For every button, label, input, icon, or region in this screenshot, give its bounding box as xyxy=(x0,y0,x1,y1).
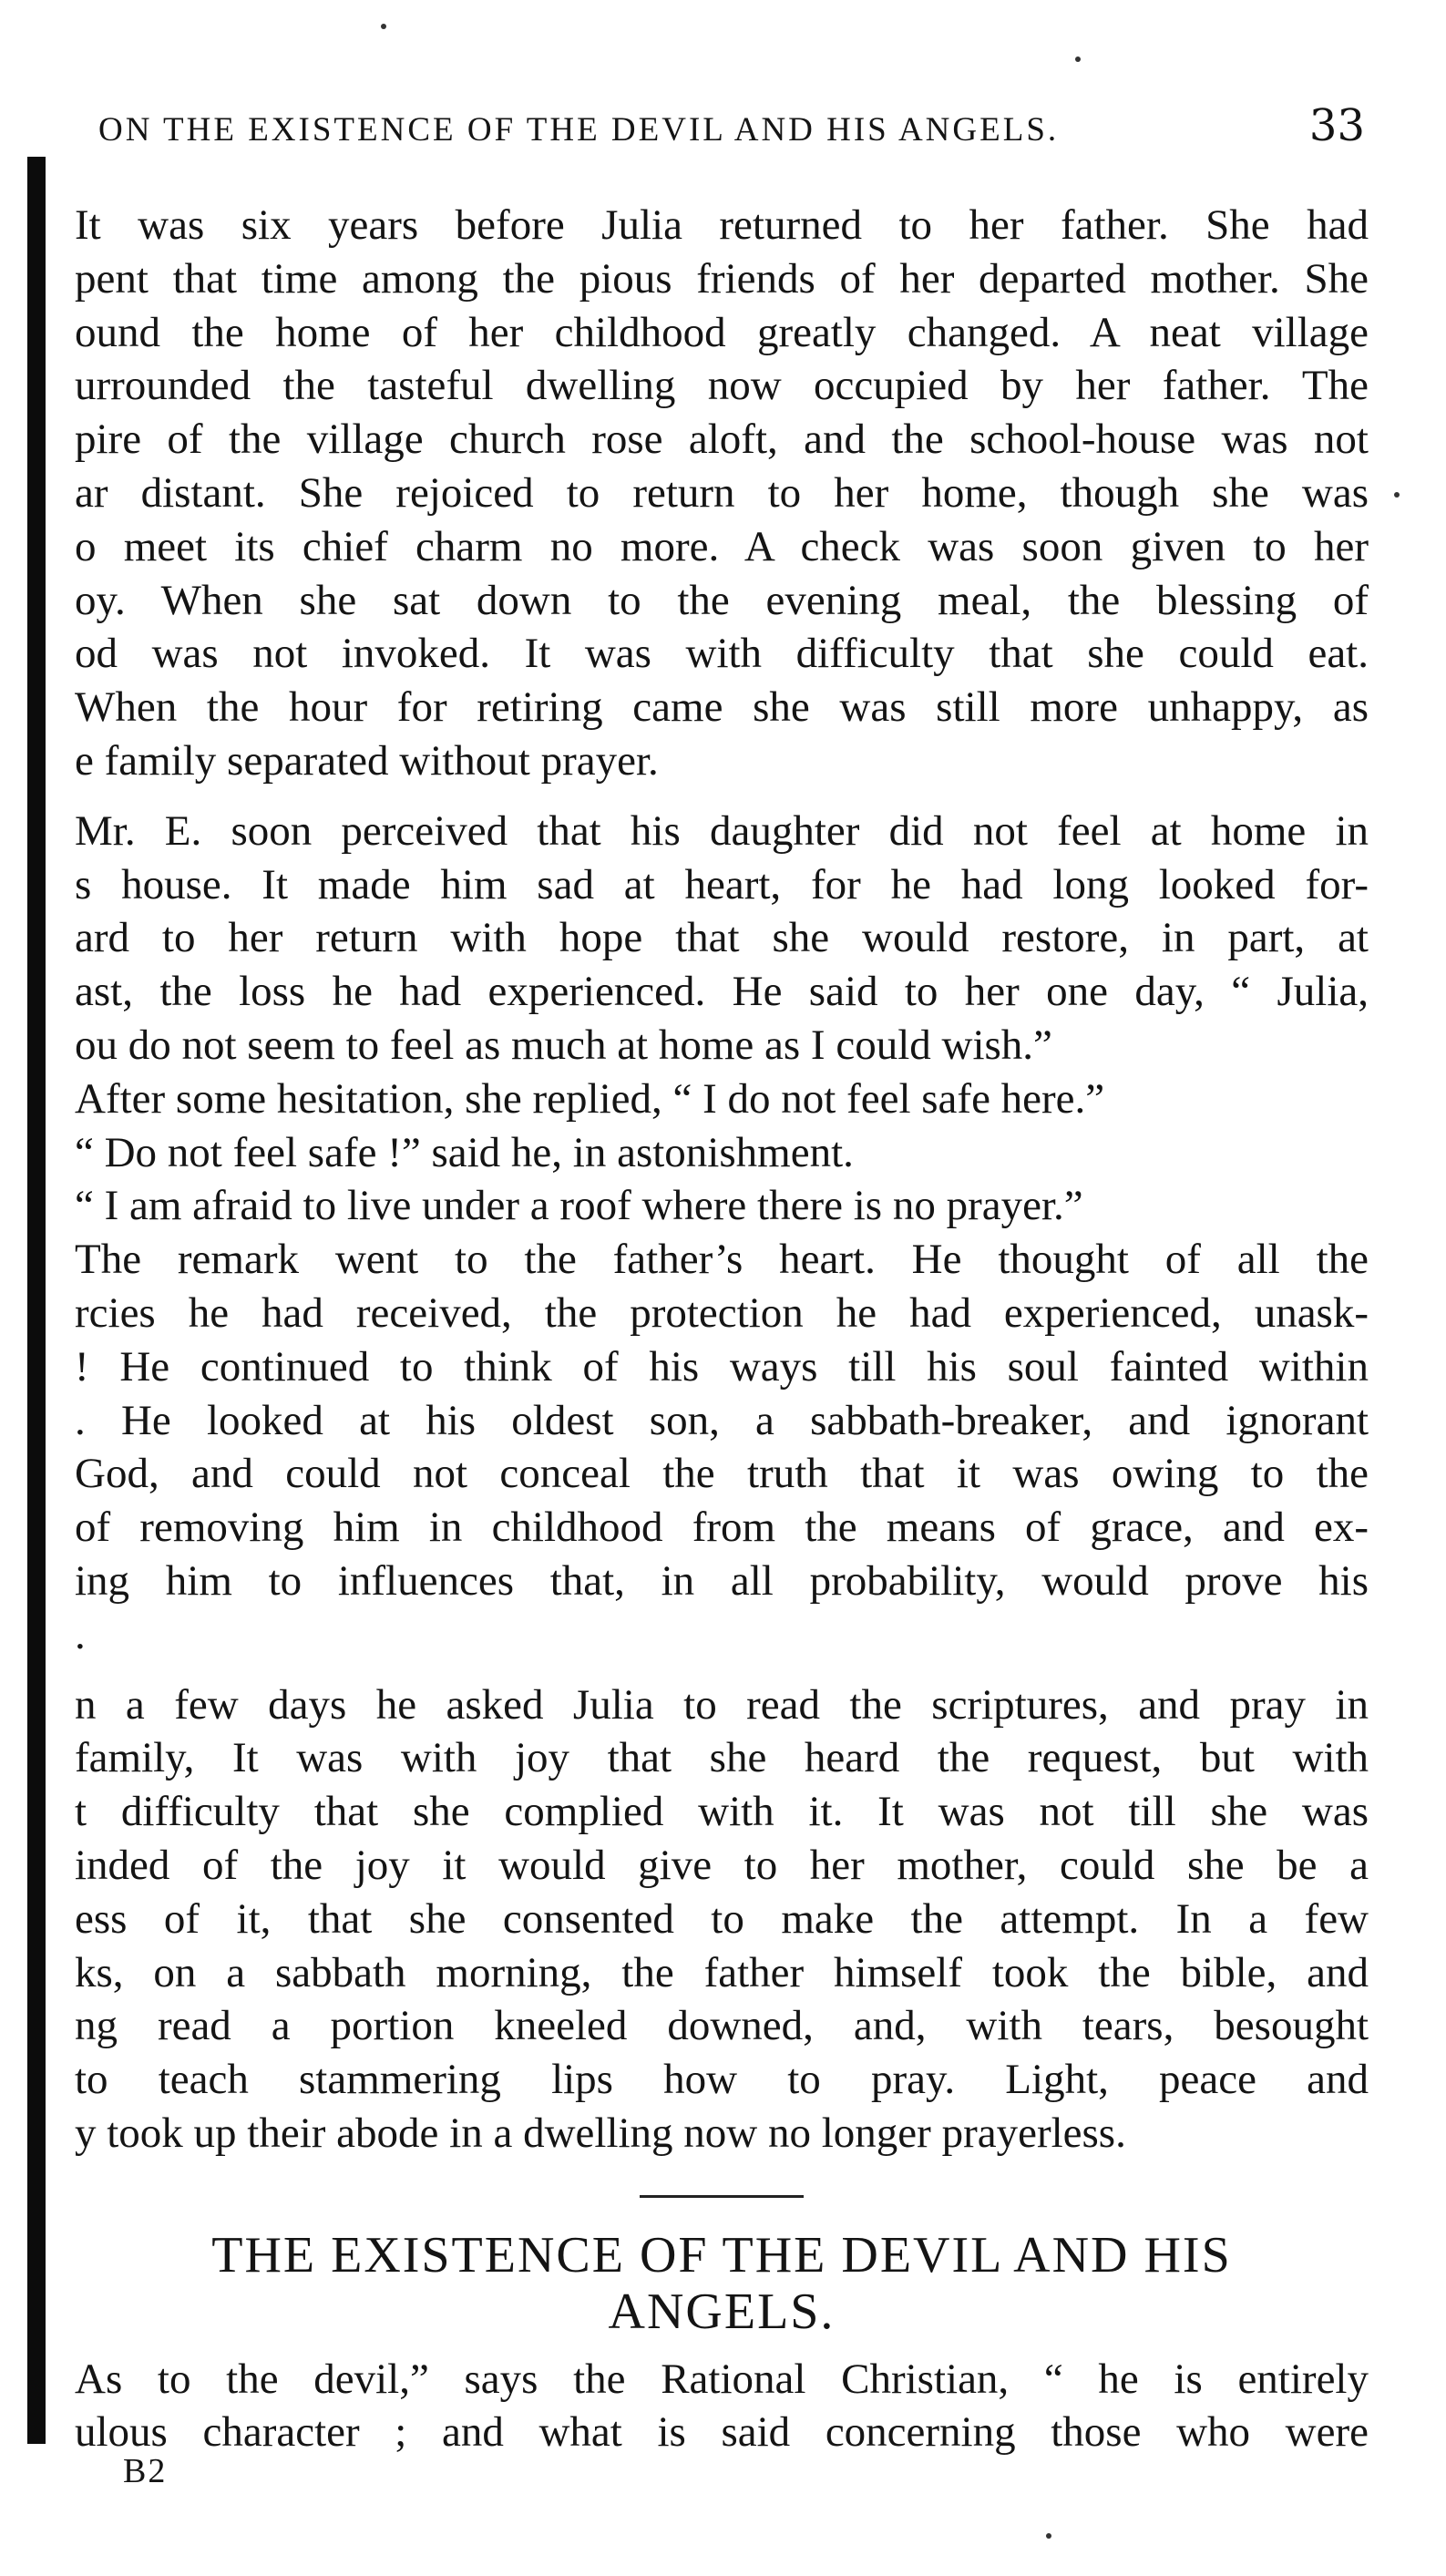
text-line: oy. When she sat down to the evening meal, the blessing of xyxy=(75,576,1369,624)
text-line: ard to her return with hope that she would restore, in part, at xyxy=(75,914,1369,962)
text-line: “ Do not feel safe !” said he, in astonishment. xyxy=(75,1128,854,1176)
signature-mark: B2 xyxy=(123,2452,168,2490)
ink-speck xyxy=(1075,56,1081,62)
ink-speck xyxy=(1394,492,1400,498)
paragraph xyxy=(75,1233,1369,1661)
text-line: . He looked at his oldest son, a sabbath-breaker, and ignorant xyxy=(75,1396,1369,1444)
section-heading-line: THE EXISTENCE OF THE DEVIL AND HIS xyxy=(211,2226,1232,2284)
paragraph xyxy=(75,2353,1369,2460)
paragraph xyxy=(75,1072,1369,1126)
text-line: The remark went to the father’s heart. He thought of all the xyxy=(75,1236,1369,1284)
text-line: y took up their abode in a dwelling now no longer prayerless. xyxy=(75,2109,1126,2157)
text-line: ou do not seem to feel as much at home as I could wish.” xyxy=(75,1021,1052,1069)
text-line: . xyxy=(75,1610,86,1658)
text-line: pire of the village church rose aloft, and the school-house was not xyxy=(75,416,1369,464)
paragraph xyxy=(75,1179,1369,1233)
text-line: God, and could not conceal the truth that it was owing to the xyxy=(75,1450,1369,1498)
text-line: ng read a portion kneeled downed, and, with tears, besought xyxy=(75,2002,1369,2050)
binding-shadow xyxy=(27,157,46,2444)
running-title: ON THE EXISTENCE OF THE DEVIL AND HIS ANGELS. xyxy=(98,111,1060,149)
section-heading-line: ANGELS. xyxy=(608,2283,836,2340)
text-line: od was not invoked. It was with difficulty that she could eat. xyxy=(75,630,1369,678)
text-line: ess of it, that she consented to make the attempt. In a few xyxy=(75,1894,1369,1943)
section-heading xyxy=(75,2227,1369,2340)
text-line: ound the home of her childhood greatly changed. A neat village xyxy=(75,308,1369,356)
text-line: n a few days he asked Julia to read the scriptures, and pray in xyxy=(75,1680,1369,1729)
running-head xyxy=(98,100,1365,151)
text-line: urrounded the tasteful dwelling now occupied by her father. The xyxy=(75,362,1369,410)
text-line: ar distant. She rejoiced to return to her home, though she was xyxy=(75,468,1369,517)
text-line: Mr. E. soon perceived that his daughter did not feel at home in xyxy=(75,806,1369,855)
body-text xyxy=(75,199,1369,2459)
text-line: rcies he had received, the protection he had experienced, unask- xyxy=(75,1288,1369,1337)
paragraph xyxy=(75,1678,1369,2160)
ink-speck xyxy=(381,24,386,29)
text-line: As to the devil,” says the Rational Christian, “ he is entirely xyxy=(75,2355,1369,2403)
text-line: inded of the joy it would give to her mother, could she be a xyxy=(75,1841,1369,1889)
text-line: pent that time among the pious friends of her departed mother. She xyxy=(75,254,1369,303)
paragraph xyxy=(75,805,1369,1072)
text-line: ulous character ; and what is said concerning those who were xyxy=(75,2408,1369,2457)
text-line: to teach stammering lips how to pray. Light, peace and xyxy=(75,2056,1369,2104)
page-number: 33 xyxy=(1308,100,1365,151)
text-line: It was six years before Julia returned to her father. She had xyxy=(75,201,1369,249)
paragraph xyxy=(75,1126,1369,1180)
section-divider xyxy=(640,2195,804,2198)
text-line: ! He continued to think of his ways till his soul fainted within xyxy=(75,1342,1369,1391)
text-line: o meet its chief charm no more. A check was soon given to her xyxy=(75,522,1369,570)
text-line: t difficulty that she complied with it. It was not till she was xyxy=(75,1788,1369,1836)
text-line: After some hesitation, she replied, “ I do not feel safe here.” xyxy=(75,1074,1105,1123)
text-line: ast, the loss he had experienced. He said to her one day, “ Julia, xyxy=(75,968,1369,1016)
text-line: ing him to influences that, in all probability, would prove his xyxy=(75,1556,1369,1605)
text-line: family, It was with joy that she heard the request, but with xyxy=(75,1734,1369,1782)
text-line: ks, on a sabbath morning, the father himself took the bible, and xyxy=(75,1948,1369,1996)
paragraph xyxy=(75,199,1369,788)
text-line: s house. It made him sad at heart, for he had long looked for- xyxy=(75,860,1369,908)
text-line: “ I am afraid to live under a roof where there is no prayer.” xyxy=(75,1182,1083,1230)
text-line: When the hour for retiring came she was still more unhappy, as xyxy=(75,683,1369,732)
text-line: e family separated without prayer. xyxy=(75,736,659,785)
ink-speck xyxy=(1046,2533,1051,2539)
text-line: of removing him in childhood from the means of grace, and ex- xyxy=(75,1504,1369,1552)
